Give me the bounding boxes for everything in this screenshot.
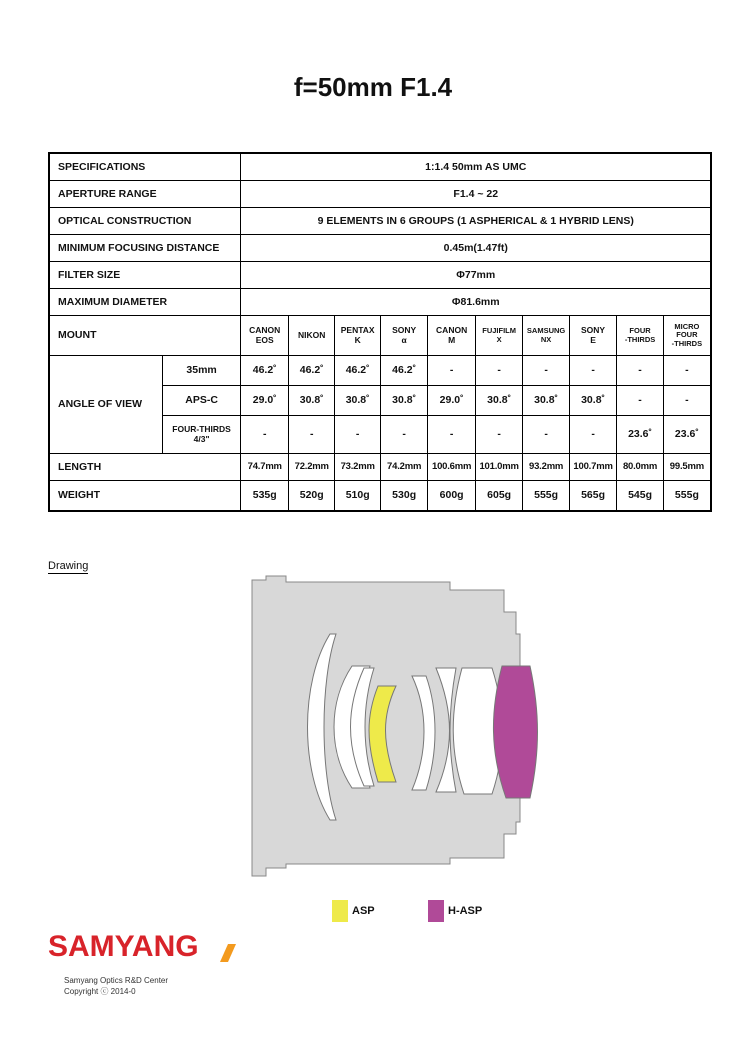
weight-value: 555g [663, 481, 711, 511]
lens-cross-section-drawing [230, 572, 550, 892]
drawing-label: Drawing [48, 560, 89, 572]
weight-value: 555g [523, 481, 569, 511]
aperture-value: F1.4 ~ 22 [241, 181, 711, 208]
angle-value: 30.8˚ [335, 386, 380, 416]
angle-value: - [335, 416, 380, 454]
length-value: 101.0mm [475, 454, 522, 481]
angle-sub-aps-c: APS-C [162, 386, 241, 416]
angle-value: - [617, 386, 663, 416]
length-label: LENGTH [49, 454, 241, 481]
weight-value: 530g [380, 481, 427, 511]
angle-value: 29.0˚ [428, 386, 475, 416]
angle-value: - [617, 356, 663, 386]
angle-value: 23.6˚ [617, 416, 663, 454]
mount-four-thirds: FOUR -THIRDS [617, 316, 663, 356]
angle-value: 46.2˚ [288, 356, 334, 386]
angle-sub-35mm: 35mm [162, 356, 241, 386]
length-value: 99.5mm [663, 454, 711, 481]
mount-fujifilm-x: FUJIFILM X [475, 316, 522, 356]
legend-h-asp: H-ASP [428, 900, 482, 922]
h-asp-swatch [428, 900, 444, 922]
angle-value: 30.8˚ [569, 386, 616, 416]
filter-label: FILTER SIZE [49, 262, 241, 289]
length-value: 100.7mm [569, 454, 616, 481]
length-value: 73.2mm [335, 454, 380, 481]
row-weight [49, 481, 711, 511]
angle-value: - [523, 356, 569, 386]
focus-value: 0.45m(1.47ft) [241, 235, 711, 262]
weight-value: 545g [617, 481, 663, 511]
row-aperture [49, 181, 711, 208]
angle-value: - [569, 416, 616, 454]
angle-value: - [569, 356, 616, 386]
legend-asp: ASP [332, 900, 375, 922]
angle-value: 46.2˚ [241, 356, 288, 386]
angle-value: - [428, 416, 475, 454]
specifications-label: SPECIFICATIONS [49, 153, 241, 181]
row-filter [49, 262, 711, 289]
angle-value: 29.0˚ [241, 386, 288, 416]
weight-value: 535g [241, 481, 288, 511]
row-specifications [49, 153, 711, 181]
mount-samsung-nx: SAMSUNG NX [523, 316, 569, 356]
mount-sony-e: SONY E [569, 316, 616, 356]
diameter-value: Φ81.6mm [241, 289, 711, 316]
length-value: 100.6mm [428, 454, 475, 481]
angle-value: 46.2˚ [335, 356, 380, 386]
samyang-logo: SAMYANG [48, 930, 199, 963]
focus-label: MINIMUM FOCUSING DISTANCE [49, 235, 241, 262]
angle-value: - [380, 416, 427, 454]
mount-nikon: NIKON [288, 316, 334, 356]
length-value: 80.0mm [617, 454, 663, 481]
lens-element-hybrid-aspherical [493, 666, 537, 798]
filter-value: Φ77mm [241, 262, 711, 289]
angle-value: 46.2˚ [380, 356, 427, 386]
weight-value: 565g [569, 481, 616, 511]
angle-value: - [428, 356, 475, 386]
angle-value: 30.8˚ [523, 386, 569, 416]
specifications-value: 1:1.4 50mm AS UMC [241, 153, 711, 181]
mount-micro-four-thirds: MICRO FOUR -THIRDS [663, 316, 711, 356]
diameter-label: MAXIMUM DIAMETER [49, 289, 241, 316]
row-length [49, 454, 711, 481]
angle-sub-four-thirds: FOUR-THIRDS 4/3" [162, 416, 241, 454]
angle-value: - [663, 386, 711, 416]
length-value: 93.2mm [523, 454, 569, 481]
optical-value: 9 ELEMENTS IN 6 GROUPS (1 ASPHERICAL & 1 HYBRID LENS) [241, 208, 711, 235]
angle-value: - [475, 416, 522, 454]
weight-value: 605g [475, 481, 522, 511]
row-diameter [49, 289, 711, 316]
angle-value: 23.6˚ [663, 416, 711, 454]
angle-value: - [241, 416, 288, 454]
angle-value: 30.8˚ [475, 386, 522, 416]
angle-value: 30.8˚ [288, 386, 334, 416]
mount-canon-eos: CANON EOS [241, 316, 288, 356]
mount-pentax-k: PENTAX K [335, 316, 380, 356]
mount-sony-a: SONY α [380, 316, 427, 356]
logo-slash-icon [210, 938, 236, 964]
weight-value: 520g [288, 481, 334, 511]
angle-value: - [475, 356, 522, 386]
mount-label: MOUNT [49, 316, 241, 356]
angle-label: ANGLE OF VIEW [49, 356, 162, 454]
row-mount [49, 316, 711, 356]
angle-value: 30.8˚ [380, 386, 427, 416]
page-title: f=50mm F1.4 [293, 72, 453, 102]
aperture-label: APERTURE RANGE [49, 181, 241, 208]
weight-label: WEIGHT [49, 481, 241, 511]
weight-value: 600g [428, 481, 475, 511]
length-value: 74.2mm [380, 454, 427, 481]
row-angle-35mm [49, 356, 711, 386]
angle-value: - [288, 416, 334, 454]
length-value: 72.2mm [288, 454, 334, 481]
angle-value: - [663, 356, 711, 386]
footer-line-1: Samyang Optics R&D Center [64, 976, 169, 985]
weight-value: 510g [335, 481, 380, 511]
row-focus [49, 235, 711, 262]
mount-canon-m: CANON M [428, 316, 475, 356]
row-optical [49, 208, 711, 235]
angle-value: - [523, 416, 569, 454]
spec-table [48, 152, 712, 512]
optical-label: OPTICAL CONSTRUCTION [49, 208, 241, 235]
length-value: 74.7mm [241, 454, 288, 481]
footer-copyright: Copyright ⓒ 2014-0 [64, 987, 136, 996]
asp-swatch [332, 900, 348, 922]
